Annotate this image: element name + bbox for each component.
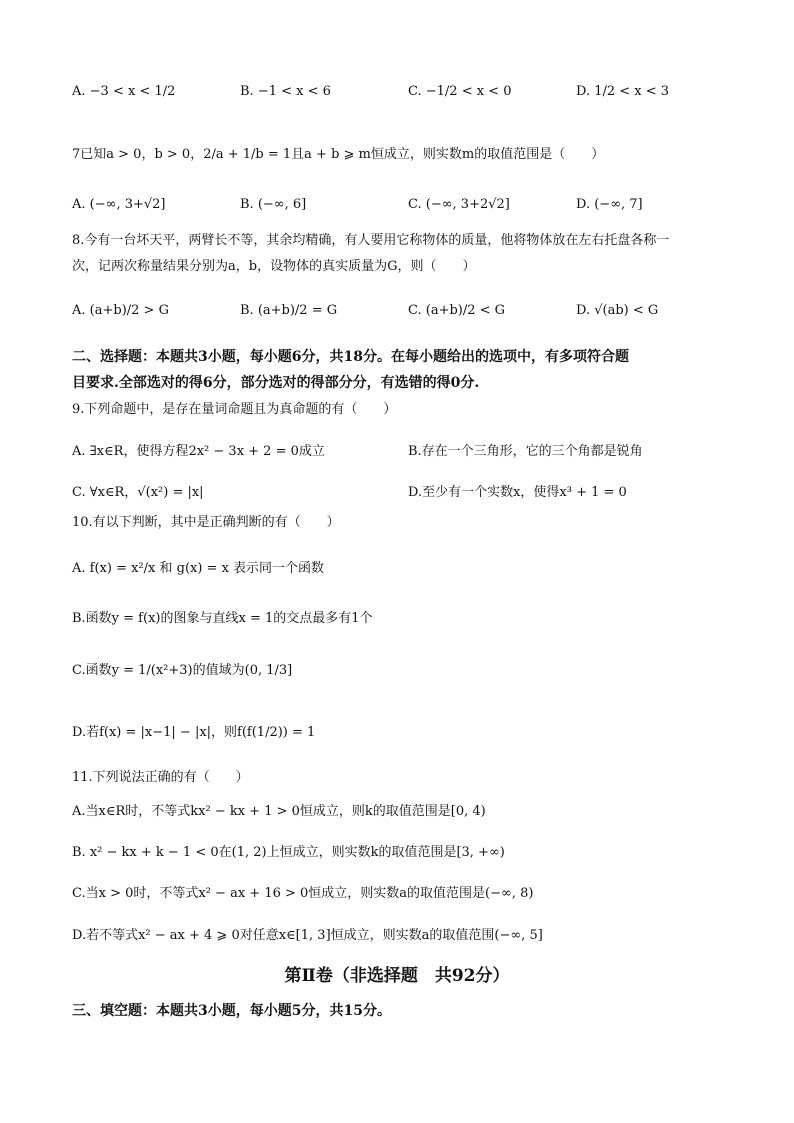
q10-option-d: D.若f(x) = |x−1| − |x|，则f(f(1/2)) = 1 [72, 725, 316, 740]
q7-stem: 7已知a > 0，b > 0，2/a + 1/b = 1且a + b ⩾ m恒成立，则实数m的取值范围是（ ） [72, 147, 605, 162]
q7-option-d: D. (−∞, 7] [576, 197, 643, 212]
q7-option-c: C. (−∞, 3+2√2] [408, 197, 510, 212]
q8-option-b: B. (a+b)/2 = G [240, 303, 338, 318]
q6-option-b: B. −1 < x < 6 [240, 84, 331, 99]
q9-option-c: C. ∀x∈R，√(x²) = |x| [72, 485, 204, 500]
q7-option-b: B. (−∞, 6] [240, 197, 307, 212]
q9-option-b: B.存在一个三角形，它的三个角都是锐角 [408, 444, 643, 459]
q8-option-d: D. √(ab) < G [576, 303, 659, 318]
q8-option-a: A. (a+b)/2 > G [72, 303, 169, 318]
section3-heading: 三、填空题：本题共3小题，每小题5分，共15分。 [72, 1003, 391, 1019]
q6-option-a: A. −3 < x < 1/2 [72, 84, 176, 99]
q9-stem: 9.下列命题中，是存在量词命题且为真命题的有（ ） [72, 402, 397, 417]
q10-stem: 10.有以下判断，其中是正确判断的有（ ） [72, 515, 340, 530]
section2-heading-line1: 二、选择题：本题共3小题，每小题6分，共18分。在每小题给出的选项中，有多项符合题 [72, 349, 629, 365]
q11-option-d: D.若不等式x² − ax + 4 ⩾ 0对任意x∈[1, 3]恒成立，则实数a的取值范围(−∞, 5] [72, 928, 543, 943]
q9-option-d: D.至少有一个实数x，使得x³ + 1 = 0 [408, 485, 627, 500]
q11-option-c: C.当x > 0时，不等式x² − ax + 16 > 0恒成立，则实数a的取值范围是(−∞, 8) [72, 886, 534, 901]
q8-stem-line1: 8.今有一台坏天平，两臂长不等，其余均精确，有人要用它称物体的质量，他将物体放在左右托盘各称一 [72, 233, 670, 248]
q10-option-c: C.函数y = 1/(x²+3)的值域为(0, 1/3] [72, 663, 293, 678]
section2-heading-line2: 目要求.全部选对的得6分，部分选对的得部分分，有选错的得0分. [72, 375, 480, 391]
q11-stem: 11.下列说法正确的有（ ） [72, 770, 249, 785]
part2-title: 第Ⅱ卷（非选择题 共92分） [284, 966, 510, 986]
q8-option-c: C. (a+b)/2 < G [408, 303, 506, 318]
q6-option-c: C. −1/2 < x < 0 [408, 84, 512, 99]
q8-stem-line2: 次，记两次称量结果分别为a，b，设物体的真实质量为G，则（ ） [72, 259, 476, 274]
q6-option-d: D. 1/2 < x < 3 [576, 84, 670, 99]
q9-option-a: A. ∃x∈R，使得方程2x² − 3x + 2 = 0成立 [72, 444, 325, 459]
q7-option-a: A. (−∞, 3+√2] [72, 197, 166, 212]
q11-option-a: A.当x∈R时，不等式kx² − kx + 1 > 0恒成立，则k的取值范围是[0, 4) [72, 804, 486, 819]
q11-option-b: B. x² − kx + k − 1 < 0在(1, 2)上恒成立，则实数k的取值范围是[3, +∞) [72, 845, 505, 860]
q10-option-a: A. f(x) = x²/x 和 g(x) = x 表示同一个函数 [72, 561, 325, 576]
q10-option-b: B.函数y = f(x)的图象与直线x = 1的交点最多有1个 [72, 611, 373, 626]
